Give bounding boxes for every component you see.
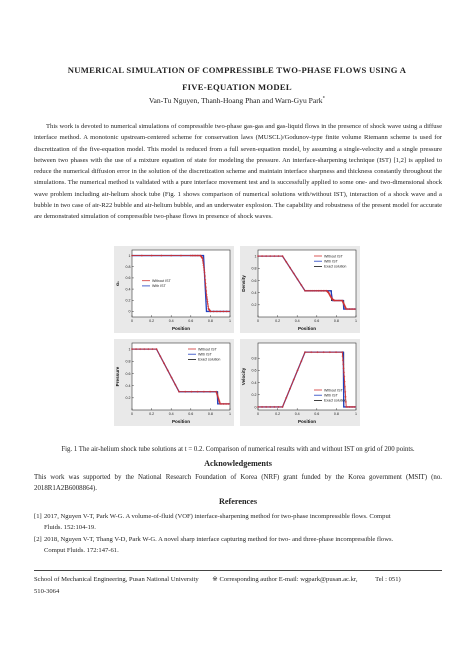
corresponding-author: ※ Corresponding author E-mail: wgpark@pusan.ac.kr,	[212, 576, 358, 583]
x-tick-label: 0	[257, 412, 259, 416]
x-tick-label: 0.6	[314, 412, 320, 416]
legend-label: With IST	[198, 352, 212, 357]
reference-text: 2017, Nguyen V-T, Park W-G. A volume-of-fluid (VOF) interface-sharpening method for two-phase incompressible flows. Comput	[44, 513, 391, 520]
x-tick-label: 0	[131, 412, 133, 416]
plot-area	[132, 343, 230, 410]
x-tick-label: 1	[355, 412, 357, 416]
x-tick-label: 0	[257, 319, 259, 323]
y-tick-label: 0.2	[125, 396, 131, 401]
plot-area	[258, 250, 356, 317]
legend-label: Exact solution	[324, 398, 347, 403]
x-tick-label: 0.6	[314, 319, 320, 323]
title-line-1: NUMERICAL SIMULATION OF COMPRESSIBLE TWO-PHASE FLOWS USING A	[67, 65, 407, 75]
legend-label: Without IST	[324, 388, 343, 393]
y-tick-label: 0.4	[251, 380, 257, 385]
legend-label: Exact solution	[324, 264, 347, 269]
x-tick-label: 0.8	[333, 319, 339, 323]
y-tick-label: 0.8	[251, 266, 257, 271]
reference-text-cont: Fluids. 152:104-19.	[44, 524, 96, 532]
chart-panel-top-right	[240, 246, 360, 333]
x-tick-label: 0.8	[207, 319, 213, 323]
x-tick-label: 0.4	[168, 319, 174, 323]
plot-area	[132, 250, 230, 317]
reference-text-cont: Comput Fluids. 172:147-61.	[44, 547, 119, 555]
legend-label: With IST	[152, 284, 166, 289]
y-tick-label: 1	[128, 253, 131, 258]
x-axis-label: Position	[171, 419, 191, 424]
x-tick-label: 0.8	[207, 412, 213, 416]
x-tick-label: 0.2	[149, 319, 155, 323]
ack-heading: Acknowledgements	[204, 459, 272, 468]
legend-label: With IST	[324, 259, 338, 264]
x-tick-label: 0.2	[275, 319, 281, 323]
affiliation: School of Mechanical Engineering, Pusan National University	[34, 576, 199, 583]
reference-text: 2018, Nguyen V-T, Thang V-D, Park W-G. A novel sharp interface capturing method for two- and three-phase incompressible flows.	[44, 536, 394, 543]
y-tick-label: 0.6	[251, 368, 257, 373]
y-tick-label: 0.8	[125, 359, 131, 364]
ack-text: This work was supported by the National Research Foundation of Korea (NRF) grant funded by the Korea government (MSIT) (no. 2018R1A2B6008864).	[34, 474, 442, 493]
paper-title	[30, 62, 444, 96]
figure-1-plots	[114, 246, 360, 430]
x-tick-label: 1	[229, 319, 231, 323]
legend-label: Without IST	[198, 347, 217, 352]
y-tick-label: 0.4	[125, 287, 131, 292]
y-tick-label: 0.2	[125, 298, 131, 303]
y-tick-label: 1	[254, 254, 257, 259]
x-tick-label: 1	[355, 319, 357, 323]
reference-number: [2]	[34, 536, 42, 543]
chart-panel-bottom-right	[240, 339, 360, 426]
y-axis-label: Velocity	[241, 367, 246, 386]
y-tick-label: 0.2	[251, 303, 257, 308]
footer-divider	[34, 570, 442, 571]
legend-label: Without IST	[152, 279, 171, 284]
footer	[34, 574, 442, 597]
telephone-cont: 510-3064	[34, 587, 60, 595]
x-tick-label: 0.4	[294, 412, 300, 416]
x-axis-label: Position	[297, 419, 317, 424]
y-tick-label: 0.8	[125, 265, 131, 270]
title-line-2: FIVE-EQUATION MODEL	[182, 82, 292, 92]
reference-number: [1]	[34, 513, 42, 520]
author-list	[30, 96, 444, 105]
y-tick-label: 0.6	[125, 276, 131, 281]
reference-item	[34, 511, 442, 534]
x-tick-label: 0.2	[275, 412, 281, 416]
y-tick-label: 0.6	[251, 278, 257, 283]
y-axis-label: Pressure	[115, 366, 120, 387]
corresponding-mark: *	[322, 96, 326, 102]
figure-1	[114, 246, 360, 430]
x-axis-label: Position	[171, 326, 191, 331]
telephone: Tel : 051)	[375, 576, 401, 583]
reference-item	[34, 534, 442, 557]
x-tick-label: 0	[131, 319, 133, 323]
x-tick-label: 0.4	[294, 319, 300, 323]
y-tick-label: 0.8	[251, 356, 257, 361]
y-tick-label: 0.4	[251, 290, 257, 295]
y-tick-label: 0.4	[125, 383, 131, 388]
x-tick-label: 0.2	[149, 412, 155, 416]
y-tick-label: 0.2	[251, 393, 257, 398]
y-tick-label: 0	[254, 405, 257, 410]
y-tick-label: 1	[128, 347, 131, 352]
abstract: This work is devoted to numerical simulations of compressible two-phase gas-gas and gas-liquid flows in the presence of shock wave using a diffuse interface method. A monotonic upstream-centered scheme for conservation laws (MUSCL)/Godunov-type finite volume Riemann scheme is used for discretization of the five-equation model. This model is reduced from a full seven-equation model, by assuming a single-velocity and a single pressure between two phases with the use of a mixture equation of state for modeling the pressure. An interface-sharpening technique (IST) [1,2] is applied to reduce the numerical diffusion error in the solution of the discretization scheme and maintain interface sharpness and thickness constantly throughout the simulations. The numerical method is validated with a pure interface movement test and is successfully applied to some one- and two-dimensional shock wave problem including air-helium shock tube (Fig. 1 shows comparison of numerical solutions with/without IST), interaction of a shock wave and a bubble in two case of air-R22 bubble and air-helium bubble, and an underwater explosion. The capability and robustness of the present model for accurate are demonstrated simulation of compressible two-phase flows in presence of shock waves.	[34, 123, 442, 221]
x-tick-label: 0.6	[188, 412, 194, 416]
references-heading: References	[218, 497, 258, 506]
x-axis-label: Position	[297, 326, 317, 331]
legend-label: With IST	[324, 393, 338, 398]
x-tick-label: 0.4	[168, 412, 174, 416]
authors-text: Van-Tu Nguyen, Thanh-Hoang Phan and Warn-Gyu Park	[148, 96, 323, 105]
y-tick-label: 0	[128, 309, 131, 314]
x-tick-label: 0.8	[333, 412, 339, 416]
legend-label: Without IST	[324, 254, 343, 259]
x-tick-label: 1	[229, 412, 231, 416]
x-tick-label: 0.6	[188, 319, 194, 323]
figure-caption: Fig. 1 The air-helium shock tube solutions at t = 0.2. Comparison of numerical results with and without IST on grid of 200 points.	[61, 446, 415, 453]
chart-panel-top-left	[114, 246, 234, 333]
y-axis-label: Density	[241, 275, 246, 292]
y-tick-label: 0.6	[125, 371, 131, 376]
y-axis-label: α₁	[115, 281, 120, 286]
chart-panel-bottom-left	[114, 339, 234, 426]
legend-label: Exact solution	[198, 357, 221, 362]
